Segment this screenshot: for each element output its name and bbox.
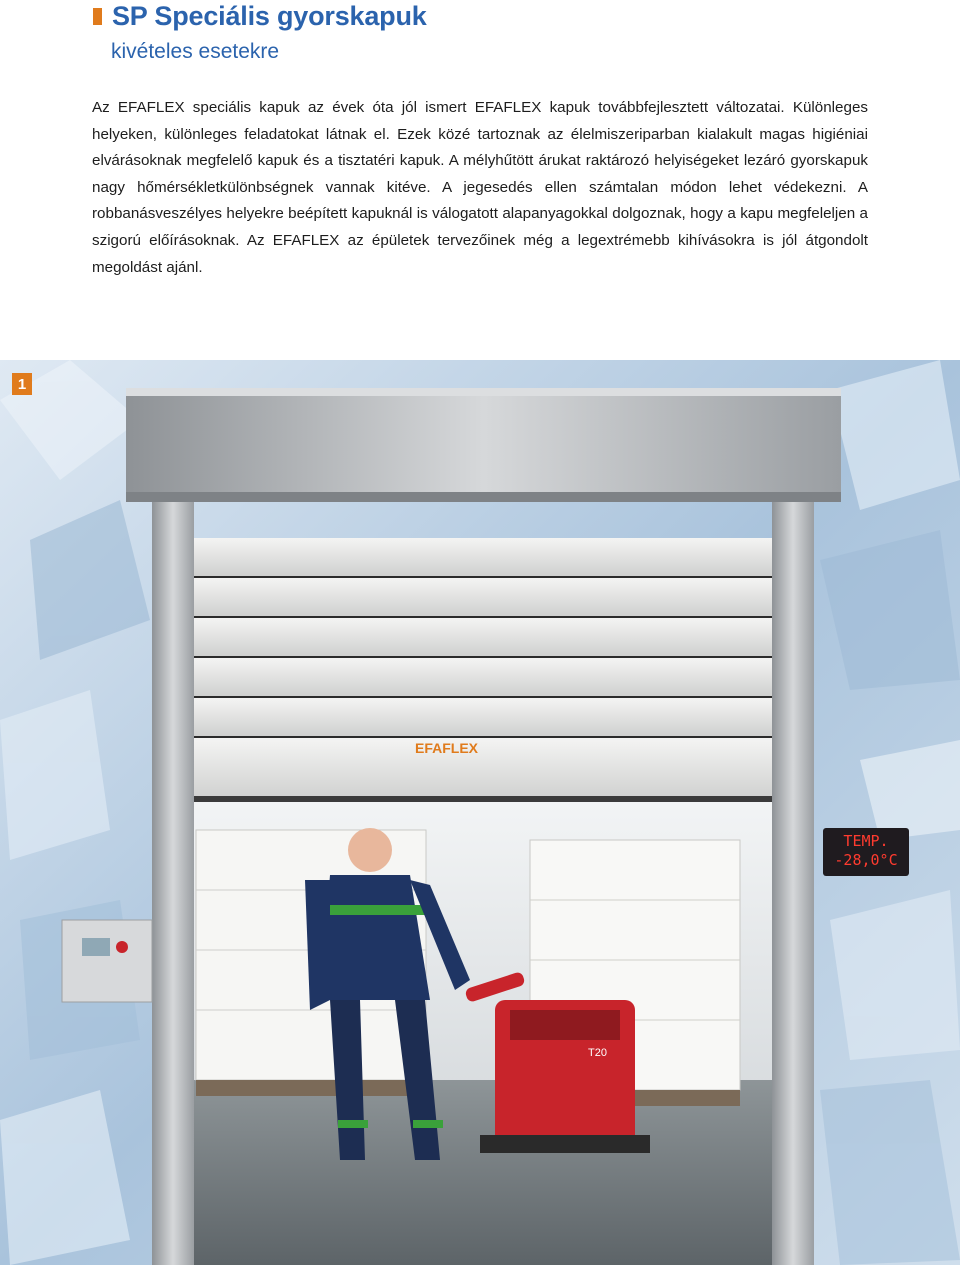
temperature-value: -28,0°C [834, 851, 898, 869]
page-title: SP Speciális gyorskapuk [112, 0, 427, 31]
title-accent-bar [93, 8, 102, 25]
body-paragraph: Az EFAFLEX speciális kapuk az évek óta jól ismert EFAFLEX kapuk továbbfejlesztett változatai. Különleges helyeken, különleges feladatokat látnak el. Ezek közé tartoznak az élelmiszeriparban kialakult magas higiéniai elvárásoknak megfelelő kapuk és a tisztatéri kapuk. A mélyhűtött árukat raktározó helyiségeket lezáró gyorskapuk nagy hőmérsékletkülönbségnek vannak kitéve. A jegesedés ellen számtalan módon lehet védekezni. A robbanásveszélyes helyekre beépített kapuknál is válogatott alapanyagokkal dolgoznak, hogy a kapu megfeleljen a szigorú előírásoknak. Az EFAFLEX az épületek tervezőinek még a legextrémebb kihívásokra is jól átgondolt megoldást ajánl. [92, 99, 868, 276]
figure-number-badge: 1 [12, 373, 32, 395]
truck-model-label: T20 [588, 1047, 607, 1059]
temperature-display [823, 828, 909, 876]
door-slats [194, 538, 772, 802]
control-box [62, 920, 152, 1002]
title-row [93, 0, 427, 32]
efaflex-door-logo: EFAFLEX [415, 740, 479, 756]
temperature-label: TEMP. [843, 832, 889, 850]
page-subtitle: kivételes esetekre [111, 40, 280, 63]
door-photo [0, 360, 960, 1265]
